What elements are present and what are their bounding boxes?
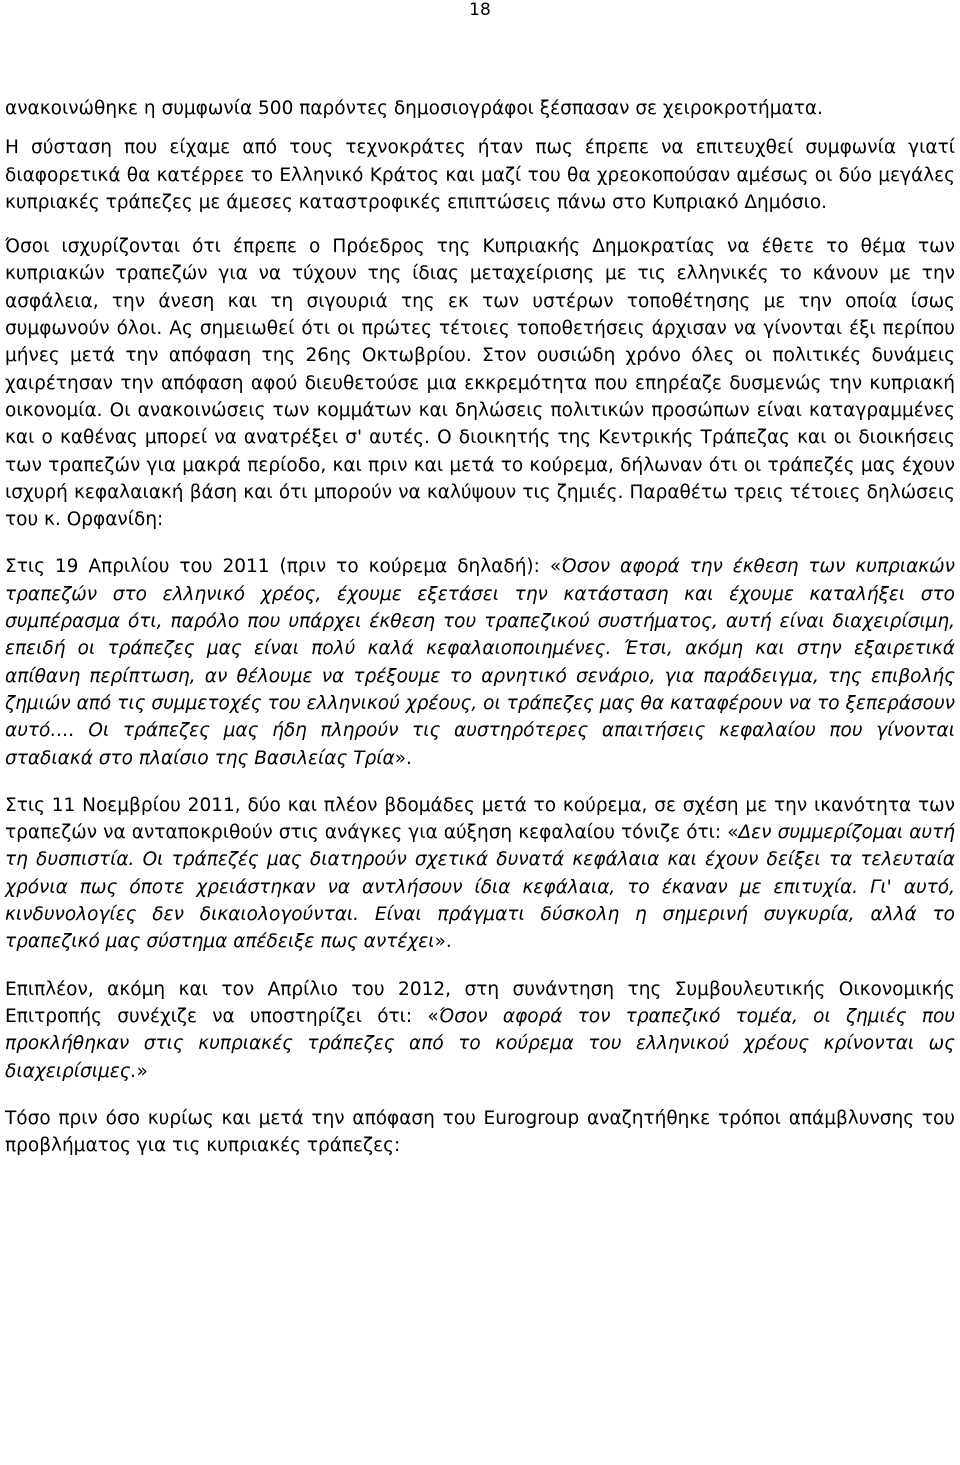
quote-close: ».	[434, 931, 452, 953]
page-number: 18	[469, 0, 491, 20]
paragraph-3: Όσοι ισχυρίζονται ότι έπρεπε ο Πρόεδρος της Κυπριακής Δημοκρατίας να έθετε το θέμα των κυπριακών τραπεζών για να τύχουν της ίδιας μεταχείρισης με τις ελληνικές το κάνουν με την ασφάλεια, την άνεση και τη σιγουριά της εκ των υστέρων τοποθέτησης με την οποία ίσως συμφωνούν όλοι. Ας σημειωθεί ότι οι πρώτες τέτοιες τοποθετήσεις άρχισαν να γίνονται έξι περίπου μήνες μετά την απόφαση της 26ης Οκτωβρίου. Στον ουσιώδη χρόνο όλες οι πολιτικές δυνάμεις χαιρέτησαν την απόφαση αφού διευθετούσε μια εκκρεμότητα που επηρέαζε δυσμενώς την κυπριακή οικονομία. Οι ανακοινώσεις των κομμάτων και δηλώσεις πολιτικών προσώπων είναι καταγραμμένες και ο καθένας μπορεί να ανατρέξει σ' αυτές. Ο διοικητής της Κεντρικής Τράπεζας και οι διοικήσεις των τραπεζών για μακρά περίοδο, και πριν και μετά το κούρεμα, δήλωναν ότι οι τράπεζές μας έχουν ισχυρή κεφαλαιακή βάση και ότι μπορούν να καλύψουν τις ζημιές. Παραθέτω τρεις τέτοιες δηλώσεις του κ. Ορφανίδη:	[5, 236, 955, 531]
quote-intro: Επιπλέον, ακόμη και τον Απρίλιο του 2012, στη συνάντηση της Συμβουλευτικής Οικονομικής Επιτροπής συνέχιζε να υποστηρίζει ότι: «	[5, 978, 955, 1027]
paragraph-6	[5, 976, 955, 1085]
quote-close: »	[136, 1060, 148, 1082]
quoted-statement: Όσον αφορά τον τραπεζικό τομέα, οι ζημιές που προκλήθηκαν στις κυπριακές τράπεζες από το κούρεμα του ελληνικού χρέους κρίνονται ως διαχειρίσιμες.	[5, 1005, 955, 1082]
quoted-statement: Όσον αφορά την έκθεση των κυπριακών τραπεζών στο ελληνικό χρέος, έχουμε εξετάσει την κατάσταση και έχουμε καταλήξει στο συμπέρασμα ότι, παρόλο που υπάρχει έκθεση του τραπεζικού συστήματος, αυτή είναι διαχειρίσιμη, επειδή οι τράπεζες μας είναι πολύ καλά κεφαλαιοποιημένες. Έτσι, ακόμη και στην εξαιρετικά απίθανη περίπτωση, αν θέλουμε να τρέξουμε το αρνητικό σενάριο, για παράδειγμα, της επιβολής ζημιών από τις συμμετοχές του ελληνικού χρέους, οι τράπεζες μας θα καταφέρουν να το ξεπεράσουν αυτό…. Οι τράπεζες μας ήδη πληρούν τις αυστηρότερες απαιτήσεις κεφαλαίου που γίνονται σταδιακά στο πλαίσιο της Βασιλείας Τρία	[5, 556, 956, 769]
paragraph-5	[5, 792, 955, 956]
paragraph-2: Η σύσταση που είχαμε από τους τεχνοκράτες ήταν πως έπρεπε να επιτευχθεί συμφωνία γιατί διαφορετικά θα κατέρρεε το Ελληνικό Κράτος και μαζί του θα χρεοκοπούσαν αμέσως οι δύο μεγάλες κυπριακές τράπεζες με άμεσες καταστροφικές επιπτώσεις πάνω στο Κυπριακό Δημόσιο.	[5, 137, 955, 213]
quote-intro: Στις 11 Νοεμβρίου 2011, δύο και πλέον βδομάδες μετά το κούρεμα, σε σχέση με την ικανότητα των τραπεζών να ανταποκριθούν στις ανάγκες για αύξηση κεφαλαίου τόνιζε ότι: «	[5, 794, 955, 844]
quote-close: ».	[394, 747, 412, 769]
paragraph-1: ανακοινώθηκε η συμφωνία 500 παρόντες δημοσιογράφοι ξέσπασαν σε χειροκροτήματα.	[5, 98, 823, 119]
quoted-statement: Δεν συμμερίζομαι αυτή τη δυσπιστία. Οι τράπεζές μας διατηρούν σχετικά δυνατά κεφάλαια και έχουν δείξει τα τελευταία χρόνια πως όποτε χρειάστηκαν να αντλήσουν ίδια κεφάλαια, το έκαναν με επιτυχία. Γι' αυτό, κινδυνολογίες δεν δικαιολογούνται. Είναι πράγματι δύσκολη η σημερινή συγκυρία, αλλά το τραπεζικό μας σύστημα απέδειξε πως αντέχει	[5, 822, 955, 953]
quote-intro: Στις 19 Απριλίου του 2011 (πριν το κούρεμα δηλαδή): «	[5, 556, 562, 578]
document-body	[5, 95, 955, 1159]
paragraph-4	[5, 553, 955, 771]
paragraph-7: Τόσο πριν όσο κυρίως και μετά την απόφαση του Eurogroup αναζητήθηκε τρόποι απάμβλυνσης του προβλήματος για τις κυπριακές τράπεζες:	[5, 1107, 955, 1157]
